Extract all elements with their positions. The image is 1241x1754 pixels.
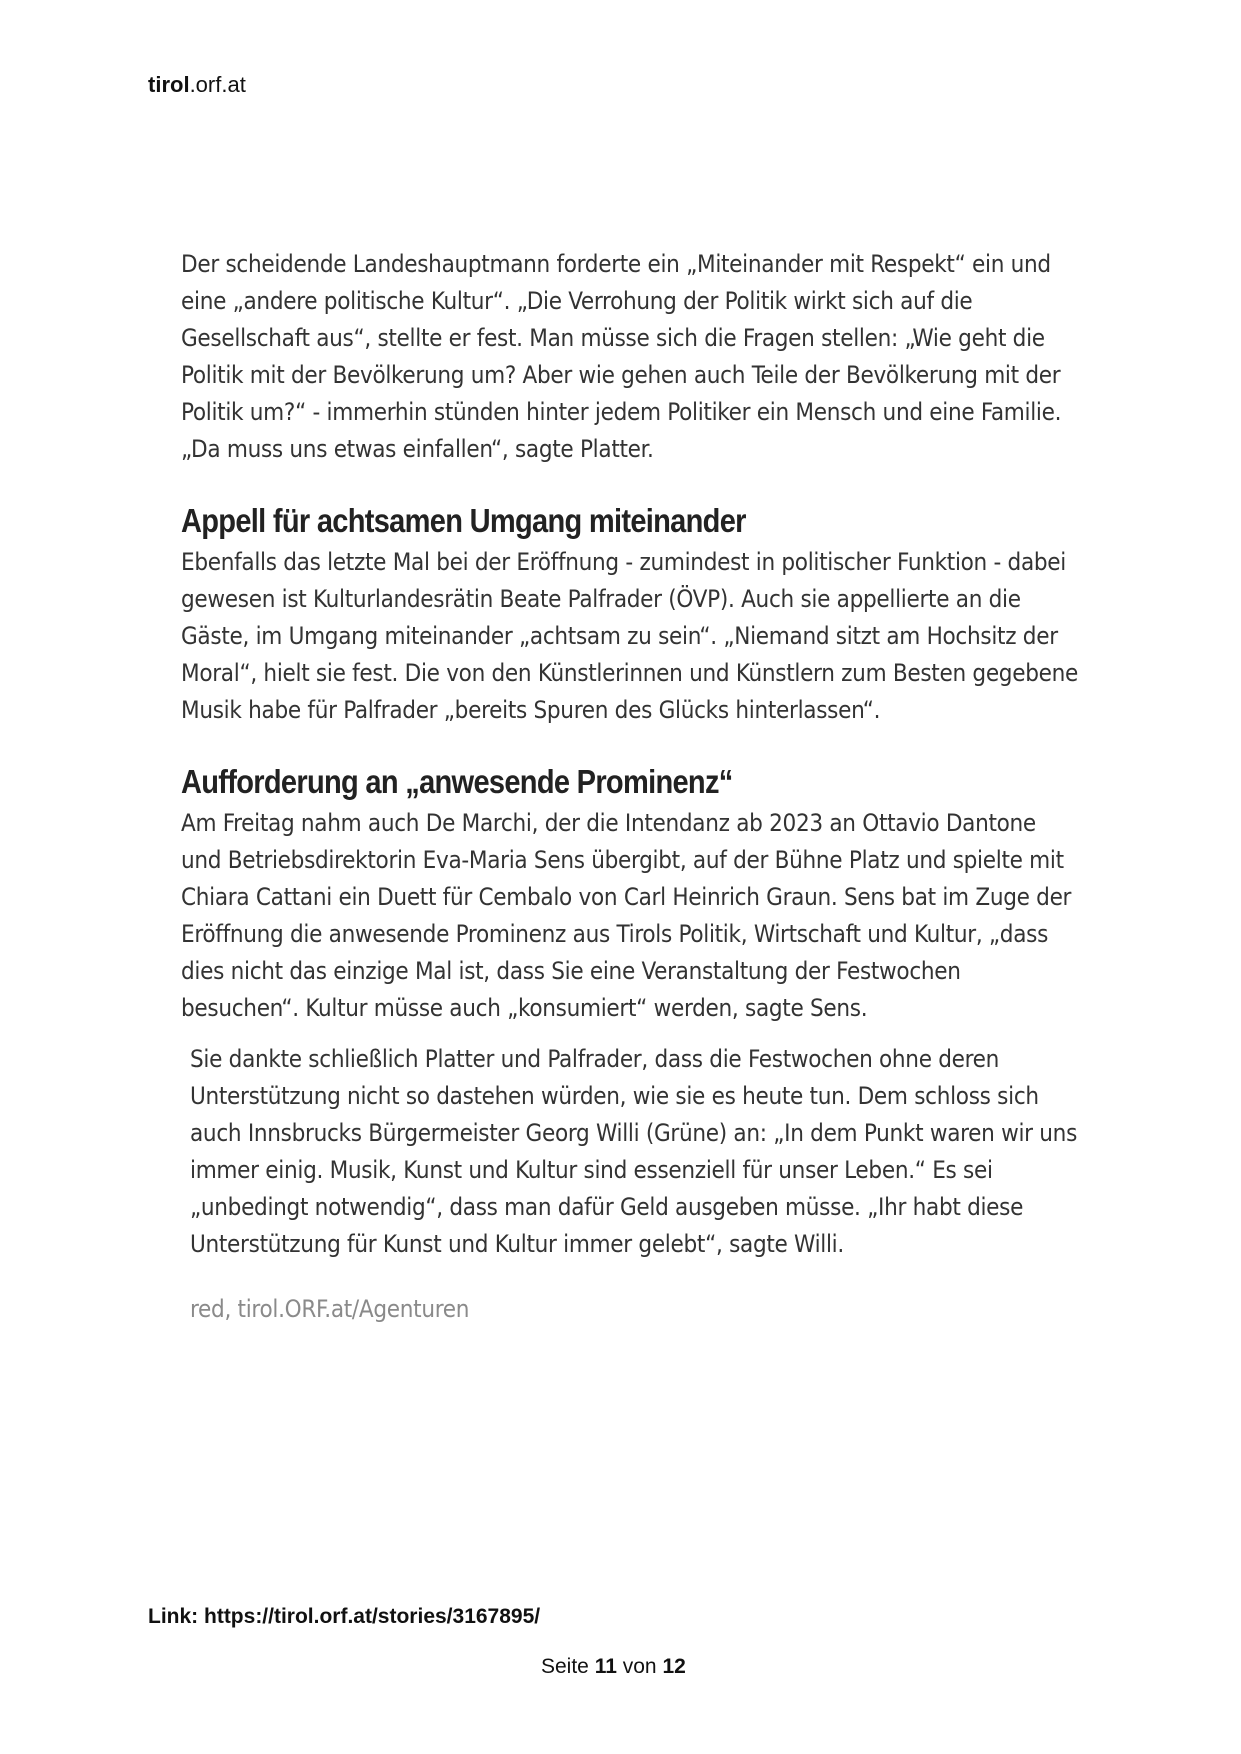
page-prefix: Seite	[541, 1655, 595, 1678]
section-heading: Aufforderung an „anwesende Prominenz“	[181, 763, 733, 800]
page-number	[541, 1655, 686, 1679]
source-link[interactable]: Link: https://tirol.orf.at/stories/3167895/	[148, 1605, 541, 1628]
page-current: 11	[594, 1655, 617, 1678]
intro-paragraph: Der scheidende Landeshauptmann forderte ein „Miteinander mit Respekt“ ein und eine „andere politische Kultur“. „Die Verrohung der Politik wirkt sich auf die Gesellschaft aus“, stellte er fest. Man müsse sich die Fragen stellen: „Wie geht die Politik mit der Bevölkerung um? Aber wie gehen auch Teile der Bevölkerung mit der Politik um?“ - immerhin stünden hinter jedem Politiker ein Mensch und eine Familie. „Da muss uns etwas einfallen“, sagte Platter.	[181, 250, 1062, 463]
section-paragraph: Ebenfalls das letzte Mal bei der Eröffnung - zumindest in politischer Funktion - dabei gewesen ist Kulturlandesrätin Beate Palfrader (ÖVP). Auch sie appellierte an die Gäste, im Umgang miteinander „achtsam zu sein“. „Niemand sitzt am Hochsitz der Moral“, hielt sie fest. Die von den Künstlerinnen und Künstlern zum Besten gegebene Musik habe für Palfrader „bereits Spuren des Glücks hinterlassen“.	[181, 548, 1078, 724]
site-header	[148, 72, 246, 98]
section-appell	[181, 502, 1081, 729]
article-body	[181, 246, 1081, 1328]
page-total: 12	[662, 1655, 686, 1678]
closing-paragraph: Sie dankte schließlich Platter und Palfrader, dass die Festwochen ohne deren Unterstützung nicht so dastehen würden, wie sie es heute tun. Dem schloss sich auch Innsbrucks Bürgermeister Georg Willi (Grüne) an: „In dem Punkt waren wir uns immer einig. Musik, Kunst und Kultur sind essenziell für unser Leben.“ Es sei „unbedingt notwendig“, dass man dafür Geld ausgeben müsse. „Ihr habt diese Unterstützung für Kunst und Kultur immer gelebt“, sagte Willi.	[190, 1045, 1078, 1258]
site-name-bold: tirol	[148, 72, 190, 97]
section-heading: Appell für achtsamen Umgang miteinander	[181, 502, 746, 539]
site-name-domain: .orf.at	[189, 72, 246, 97]
page-mid: von	[616, 1655, 663, 1678]
article-credit: red, tirol.ORF.at/Agenturen	[190, 1295, 470, 1323]
section-paragraph: Am Freitag nahm auch De Marchi, der die Intendanz ab 2023 an Ottavio Dantone und Betriebsdirektorin Eva-Maria Sens übergibt, auf der Bühne Platz und spielte mit Chiara Cattani ein Duett für Cembalo von Carl Heinrich Graun. Sens bat im Zuge der Eröffnung die anwesende Prominenz aus Tirols Politik, Wirtschaft und Kultur, „dass dies nicht das einzige Mal ist, dass Sie eine Veranstaltung der Festwochen besuchen“. Kultur müsse auch „konsumiert“ werden, sagte Sens.	[181, 809, 1072, 1022]
section-aufforderung	[181, 763, 1081, 1027]
